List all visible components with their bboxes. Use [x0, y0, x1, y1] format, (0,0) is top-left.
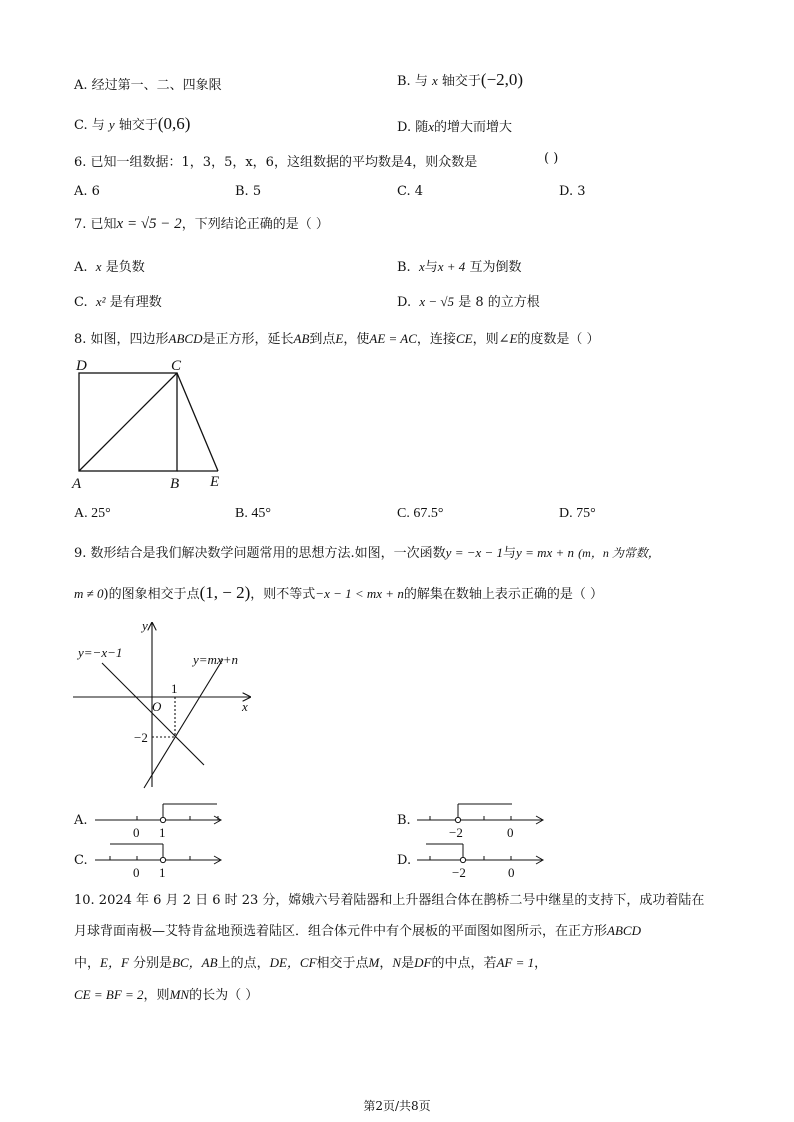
q9-option-d-numberline	[412, 840, 552, 880]
label-b: B	[170, 476, 180, 492]
q8-stem: 8. 如图，四边形ABCD是正方形，延长AB到点E，使AE = AC，连接CE，则∠E的度数是（ ）	[74, 331, 600, 347]
q6-option-c: C. 4	[397, 184, 424, 199]
q8-option-a: A. 25°	[74, 506, 111, 521]
q9-function-graph	[68, 615, 268, 795]
q5-option-a: A. 经过第一、二、四象限	[74, 78, 222, 93]
q5-option-c: C. 与 y 轴交于(0,6)	[74, 114, 191, 133]
q6-bracket: ( )	[544, 151, 559, 166]
q9-option-c-label: C.	[74, 853, 88, 868]
page-footer: 第2页/共8页	[363, 1099, 431, 1113]
q8-option-d: D. 75°	[559, 506, 596, 521]
label-c: C	[171, 358, 182, 374]
label-d: D	[76, 358, 87, 374]
q7-option-c: C. x² 是有理数	[74, 294, 162, 310]
svg-text:0: 0	[507, 825, 514, 840]
q9-option-b-numberline	[412, 800, 552, 840]
line-y-mx-plus-n	[144, 659, 223, 788]
svg-text:−2: −2	[452, 865, 466, 880]
q9-option-d-label: D.	[397, 853, 412, 868]
svg-text:0: 0	[133, 865, 140, 880]
svg-text:1: 1	[159, 825, 166, 840]
graph-x-label: x	[242, 699, 248, 714]
q10-line3: 中，E，F 分别是BC，AB上的点，DE，CF相交于点M，N是DF的中点，若AF = 1，	[74, 955, 548, 971]
q5-option-d: D. 随x的增大而增大	[397, 119, 513, 135]
q9-option-a-label: A.	[74, 813, 88, 828]
graph-y-label: y	[142, 618, 148, 633]
q5-option-b: B. 与 x 轴交于(−2,0)	[397, 70, 524, 89]
svg-text:0: 0	[133, 825, 140, 840]
svg-text:0: 0	[508, 865, 515, 880]
svg-text:1: 1	[159, 865, 166, 880]
graph-tick-1: 1	[171, 681, 178, 696]
graph-line2-label: y=mx+n	[193, 652, 238, 667]
graph-line1-label: y=−x−1	[78, 645, 123, 660]
q7-option-d: D. x − √5 是 8 的立方根	[397, 294, 540, 310]
q6-option-d: D. 3	[559, 184, 586, 199]
q9-option-c-numberline	[90, 840, 230, 880]
segment-ce	[177, 373, 218, 471]
label-a: A	[72, 476, 82, 492]
q6-stem: 6. 已知一组数据：1，3，5，x，6，这组数据的平均数是4，则众数是	[74, 155, 478, 170]
q7-stem: 7. 已知x = √5 − 2，下列结论正确的是（ ）	[74, 216, 329, 232]
q7-option-a: A. x 是负数	[74, 259, 145, 275]
svg-text:−2: −2	[449, 825, 463, 840]
label-e: E	[210, 474, 220, 490]
q7-option-b: B. x与x + 4 互为倒数	[397, 259, 522, 275]
q10-line4: CE = BF = 2，则MN的长为（ ）	[74, 987, 259, 1003]
q8-square-figure	[64, 352, 234, 492]
graph-tick-neg2: −2	[134, 730, 148, 745]
q8-option-c: C. 67.5°	[397, 506, 444, 521]
q9-option-a-numberline	[90, 800, 230, 840]
q10-line2: 月球背面南极—艾特肯盆地预选着陆区．组合体元件中有个展板的平面图如图所示，在正方形ABCD	[74, 923, 641, 939]
q10-line1: 10. 2024 年 6 月 2 日 6 时 23 分，嫦娥六号着陆器和上升器组合体在鹊桥二号中继星的支持下，成功着陆在	[74, 893, 705, 908]
q9-option-b-label: B.	[397, 813, 411, 828]
q8-option-b: B. 45°	[235, 506, 271, 521]
q9-stem-line1: 9. 数形结合是我们解决数学问题常用的思想方法.如图，一次函数y = −x − 1与y = mx + n (m，n 为常数，	[74, 545, 660, 561]
q6-option-a: A. 6	[74, 184, 100, 199]
q9-stem-line2: m ≠ 0)的图象相交于点(1, − 2)，则不等式−x − 1 < mx + n的解集在数轴上表示正确的是（ ）	[74, 583, 603, 602]
q6-option-b: B. 5	[235, 184, 262, 199]
diagonal-ac	[79, 373, 177, 471]
graph-origin-label: O	[152, 699, 162, 714]
